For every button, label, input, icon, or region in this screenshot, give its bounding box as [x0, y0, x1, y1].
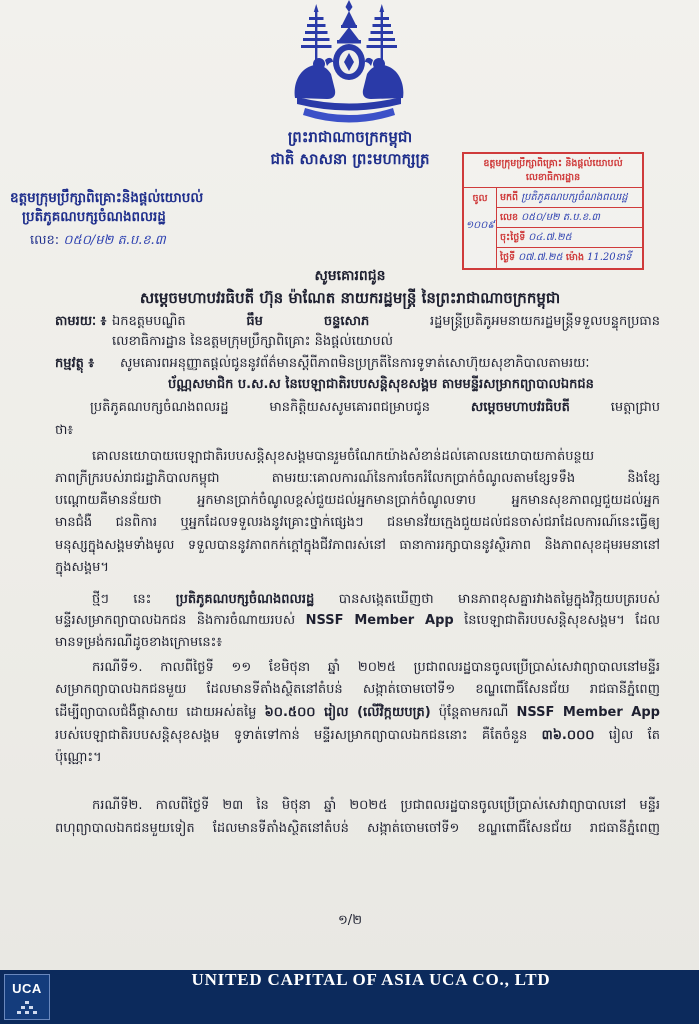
- logo-grid-icon: [14, 1000, 40, 1016]
- intro-line1: [90, 397, 660, 419]
- coat-of-arms-emblem: [279, 0, 419, 125]
- paragraph2-text: ថ្មីៗ នេះ: [92, 592, 176, 607]
- paragraph3-line2: សម្រាកព្យាបាលឯកជនមួយ ដែលមានទីតាំងស្ថិតនៅតំបន់ សង្កាត់ចោមចៅទី១ ខណ្ឌពោធិ៍សែនជ័យ រាជធានីភ្នំពេញ: [55, 682, 660, 697]
- intro-line2: ថា៖: [55, 423, 74, 438]
- paragraph2-line2: [55, 610, 660, 632]
- paragraph2-text-cont: បានសង្កេតឃើញថា មានភាពខុសគ្នារវាងតម្លៃក្នុងវិក្កយបត្ររបស់: [314, 592, 660, 607]
- stamp-title: ឧត្តមក្រុមប្រឹក្សាពិគ្រោះ និងផ្តល់យោបល់: [483, 158, 623, 169]
- stamp-dated-value: ០៤.៧.២៥: [528, 232, 572, 243]
- via-name: ធឹម ចន្ទសោភ: [246, 314, 370, 329]
- intro-text-end: មេត្តាជ្រាប: [569, 400, 660, 415]
- page-number: ១/២: [337, 913, 363, 928]
- paragraph2-text2: មន្ទីរសម្រាកព្យាបាលឯកជន និងការចំណាយរបស់: [55, 613, 306, 628]
- case1-invoice-amount: ៦០.៥០០ រៀល (លើវិក្កយបត្រ): [264, 705, 431, 720]
- subject-line2: ប័ណ្ណសមាជិក ប.ស.ស នៃបេឡាជាតិរបបសន្តិសុខសង្គម តាមមន្ទីរសម្រាកព្យាបាលឯកជន: [168, 377, 594, 392]
- logo-text: UCA: [12, 981, 42, 996]
- stamp-time-value: 11.20នាទី: [586, 252, 632, 263]
- stamp-received-label: ថ្ងៃទី: [500, 252, 516, 263]
- stamp-row-from: [497, 188, 642, 208]
- reference-value: ០៥០/ម២ ត.ប.ខ.៣: [63, 233, 166, 248]
- paragraph3-line4: [55, 725, 660, 747]
- paragraph3-line1: ករណីទី១. កាលពីថ្ងៃទី ១១ ខែមិថុនា ឆ្នាំ ២០២៥ ប្រជាពលរដ្ឋបានចូលប្រើប្រាស់សេវាព្យាបាលនៅមន្ទីរ: [92, 660, 660, 675]
- case1-app-name: NSSF Member App: [516, 705, 660, 720]
- sender-council: ឧត្តមក្រុមប្រឹក្សាពិគ្រោះនិងផ្តល់យោបល់: [10, 190, 204, 206]
- stamp-from-label: មកពី: [500, 192, 519, 203]
- case1-text2: របស់បេឡាជាតិរបបសន្តិសុខសង្គម ទូទាត់ទៅកាន់ មន្ទីរសម្រាកព្យាបាលឯកជននោះ គឺតែចំនួន: [55, 728, 542, 743]
- national-motto: ជាតិ សាសនា ព្រះមហាក្សត្រ: [270, 150, 430, 168]
- paragraph3-line3: [55, 702, 660, 724]
- paragraph2-party: ប្រតិភូគណបក្សចំណងពលរដ្ឋ: [175, 592, 315, 607]
- sender-delegation: ប្រតិភូគណបក្សចំណងពលរដ្ឋ: [22, 209, 166, 225]
- salutation-label: សូមគោរពជូន: [314, 268, 386, 284]
- paragraph2-text2-cont: នៃបេឡាជាតិរបបសន្តិសុខសង្គម។ ដែល: [453, 613, 660, 628]
- case1-paid-amount: ៣៦.០០០: [541, 728, 595, 743]
- via-line1: [112, 311, 660, 333]
- addressee: សម្តេចមហាបវរធិបតី ហ៊ុន ម៉ាណែត នាយករដ្ឋមន្ត្រី នៃព្រះរាជាណាចក្រកម្ពុជា: [139, 289, 561, 307]
- stamp-row-ref: [497, 208, 642, 228]
- case1-text2-cont: រៀល តែ: [594, 728, 660, 743]
- paragraph1-line6: ក្នុងសង្គម។: [55, 560, 109, 575]
- paragraph1-line5: មនុស្សក្នុងសង្គមទាំងមូល ទទួលបាននូវភាពកក់ក្តៅក្នុងជីវភាពរស់នៅ ធានាការរក្សាបាននូវស្ថិរភាព និងភាពសុខដុមរមនានៅ: [55, 538, 660, 553]
- reference-label: លេខ:: [30, 233, 60, 248]
- stamp-ref-label: លេខ: [500, 212, 519, 223]
- via-title: ឯកឧត្តមបណ្ឌិត: [112, 314, 247, 329]
- paragraph2-line3: មានទម្រង់ករណីដូចខាងក្រោមនេះ៖: [55, 635, 223, 650]
- paragraph4-line2: ពហុព្យាបាលឯកជនមួយទៀត ដែលមានទីតាំងស្ថិតនៅតំបន់ សង្កាត់ចោមចៅទី១ ខណ្ឌពោធិ៍សែនជ័យ រាជធានីភ្នំពេញ: [55, 821, 660, 836]
- stamp-grid: [464, 187, 642, 269]
- paragraph1-line1: គោលនយោបាយបេឡាជាតិរបបសន្តិសុខសង្គមបានរួមចំណែកយ៉ាងសំខាន់ដល់គោលនយោបាយកាត់បន្ថយ: [92, 449, 595, 464]
- paragraph1-line2: ភាពក្រីក្ររបស់រាជរដ្ឋាភិបាលកម្ពុជា តាមរយៈគោលការណ៍នៃការចែករំលែកប្រាក់ចំណូលតាមខ្សែទទឹង និងខ្សែ: [55, 471, 660, 486]
- paragraph3-line5: ប៉ុណ្ណោះ។: [55, 750, 102, 765]
- stamp-entry-label: ចូល: [472, 193, 488, 204]
- stamp-entry-cell: [464, 188, 497, 269]
- paragraph1-line3: បណ្តោយគឺមានន័យថា អ្នកមានប្រាក់ចំណូលខ្ពស់ជួយដល់អ្នកមានប្រាក់ចំណូលទាប អ្នកមានសុខភាពល្អជួយដល់អ្នក: [55, 493, 660, 508]
- paragraph1-line4: មានជំងឺ ជនពិការ ឬអ្នកដែលទទួលរងនូវគ្រោះថ្នាក់ផ្សេងៗ ជនមានវ័យក្មេងជួយដល់ជនចាស់ជរាដែលការណ៍នេះធ្វើឲ្យ: [55, 515, 660, 530]
- stamp-entry-number: ១០០៩: [465, 220, 495, 231]
- kingdom-title: ព្រះរាជាណាចក្រកម្ពុជា: [287, 128, 413, 146]
- intro-addressee: សម្តេចមហាបវរធិបតី: [470, 400, 570, 415]
- stamp-from-value: ប្រតិភូគណបក្សចំណងពលរដ្ឋ: [521, 192, 628, 203]
- case1-text-cont: ប៉ុន្តែតាមករណី: [430, 705, 517, 720]
- company-name: UNITED CAPITAL OF ASIA UCA CO., LTD: [191, 970, 551, 989]
- stamp-office: លេខាធិការដ្ឋាន: [525, 172, 581, 183]
- via-label: តាមរយៈ ៖: [55, 314, 107, 329]
- stamp-received-value: ០៧.៧.២៥: [518, 252, 563, 263]
- paragraph2-line1: [92, 589, 660, 611]
- stamp-row-dated: [497, 228, 642, 248]
- stamp-ref-value: ០៥០/ម២ ត.ប.ខ.៣: [521, 212, 600, 223]
- stamp-row-received: [497, 248, 642, 268]
- via-line2: លេខាធិការដ្ឋាន នៃឧត្តមក្រុមប្រឹក្សាពិគ្រោះ និងផ្តល់យោបល់: [112, 334, 393, 349]
- received-stamp: [462, 152, 644, 270]
- subject-line1: សូមគោរពអនុញ្ញាតផ្តល់ជូននូវព័ត៌មានស្តីពីភាពមិនប្រក្រតីនៃការទូទាត់សោហ៊ុយសុខាភិបាលតាមរយៈ: [120, 356, 590, 371]
- via-position: រដ្ឋមន្ត្រីប្រតិភូអមនាយករដ្ឋមន្ត្រីទទួលបន្ទុកប្រធាន: [369, 314, 660, 329]
- paragraph4-line1: ករណីទី២. កាលពីថ្ងៃទី ២៣ នៃ មិថុនា ឆ្នាំ ២០២៥ ប្រជាពលរដ្ឋបានចូលប្រើប្រាស់សេវាព្យាបាលនៅ មន្ទីរ: [92, 798, 660, 813]
- paragraph2-app-name: NSSF Member App: [305, 613, 454, 628]
- intro-text: ប្រតិភូគណបក្សចំណងពលរដ្ឋ មានកិត្តិយសសូមគោរពជម្រាបជូន: [90, 400, 471, 415]
- footer-banner: [0, 970, 699, 1024]
- uca-logo-icon: [4, 974, 50, 1020]
- case1-text: ដើម្បីព្យាបាលជំងឺផ្តាសាយ ដោយអស់តម្លៃ: [55, 705, 265, 720]
- stamp-time-label: ម៉ោង: [565, 252, 584, 263]
- stamp-dated-label: ចុះថ្ងៃទី: [500, 232, 526, 243]
- subject-label: កម្មវត្ថុ ៖: [55, 356, 95, 371]
- reference-number: [30, 230, 210, 252]
